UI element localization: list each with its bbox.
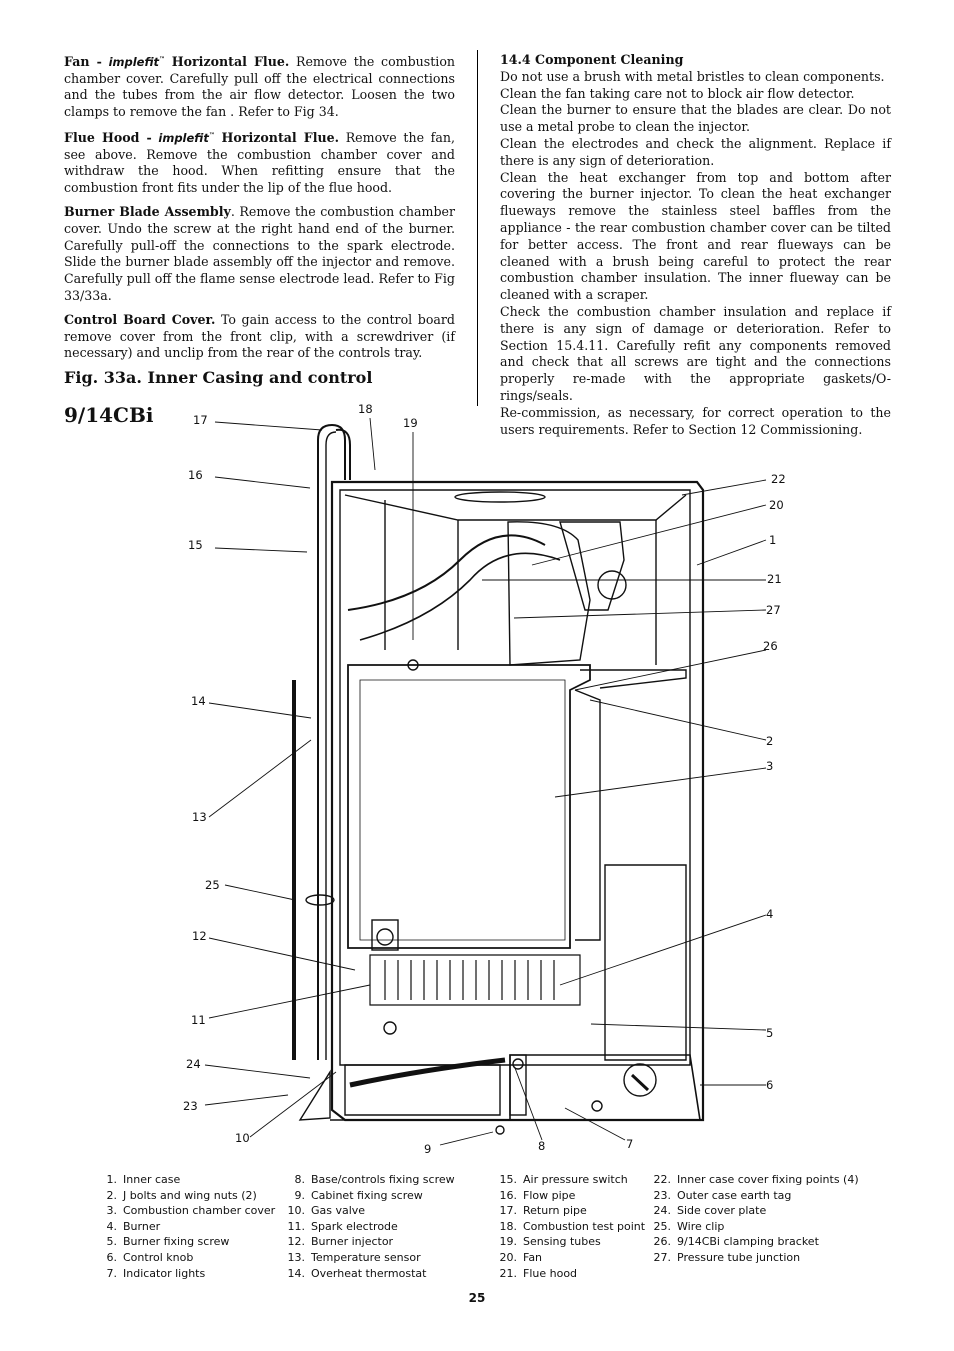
callout-23: 23 <box>183 1099 198 1113</box>
column-divider <box>477 50 478 406</box>
simplefit-logo: implefit™ <box>108 54 166 69</box>
legend-item: 4. Burner <box>106 1219 161 1233</box>
callout-3: 3 <box>766 759 774 773</box>
burner-paragraph <box>64 204 455 305</box>
callout-15: 15 <box>188 538 203 552</box>
fan-lead-2: Horizontal Flue. <box>171 53 290 69</box>
control-text: To gain access to the control board remove cover from the front clip, with a screwdriver (if necessary) and unclip from the rear of the controls tray. <box>64 311 455 361</box>
callout-24: 24 <box>186 1057 201 1071</box>
legend-item: 27. Pressure tube junction <box>653 1250 801 1264</box>
legend-item: 3. Combustion chamber cover <box>106 1204 276 1218</box>
legend-item: 11. Spark electrode <box>287 1219 398 1233</box>
callout-21: 21 <box>767 572 782 586</box>
callout-26: 26 <box>763 639 778 653</box>
legend-item: 16. Flow pipe <box>499 1188 576 1202</box>
legend-item: 26. 9/14CBi clamping bracket <box>653 1235 819 1249</box>
burner-text: . Remove the combustion chamber cover. Undo the screw at the right hand end of the burner. Carefully pull-off the connections to the spark electrode. Slide the burner blade assembly off the injector and remove. Carefully pull off the flame sense electrode lead. Refer to Fig 33/33a. <box>64 204 455 304</box>
legend-item: 9. Cabinet fixing screw <box>294 1188 423 1202</box>
legend-item: 5. Burner fixing screw <box>106 1235 230 1249</box>
legend-item: 20. Fan <box>499 1250 543 1264</box>
control-lead: Control Board Cover. <box>64 311 216 327</box>
legend-item: 18. Combustion test point <box>499 1219 646 1233</box>
legend-item: 10. Gas valve <box>287 1204 366 1218</box>
legend-item: 14. Overheat thermostat <box>287 1266 427 1280</box>
fan-text: Remove the combustion chamber cover. Carefully pull off the electrical connections and the tubes from the air flow detector. Loosen the two clamps to remove the fan . Refer to Fig 34. <box>64 53 456 120</box>
section-heading: 14.4 Component Cleaning <box>500 52 684 67</box>
cleaning-line: Clean the electrodes and check the alignment. Replace if there is any sign of deterioration. <box>500 135 891 168</box>
legend-item: 21. Flue hood <box>499 1266 578 1280</box>
callout-5: 5 <box>766 1026 774 1040</box>
legend-item: 13. Temperature sensor <box>287 1250 421 1264</box>
hood-text: Remove the fan, see above. Remove the combustion chamber cover and withdraw the hood. When refitting ensure that the combustion front fits under the lip of the flue hood. <box>64 129 455 196</box>
cleaning-line: Re-commission, as necessary, for correct operation to the users requirements. Refer to Section 12 Commissioning. <box>500 404 891 437</box>
callout-13: 13 <box>192 810 207 824</box>
callout-18: 18 <box>358 402 373 416</box>
hood-paragraph <box>64 128 455 197</box>
control-paragraph <box>64 312 455 362</box>
cleaning-line: Check the combustion chamber insulation and replace if there is any sign of damage or deterioration. Refer to Section 15.4.11. Carefully refit any components removed and check that all screws are tight and the connections properly re-made with the appropriate gaskets/O-rings/seals. <box>500 303 891 403</box>
legend-item: 22. Inner case cover fixing points (4) <box>653 1173 859 1186</box>
callout-22: 22 <box>771 472 786 486</box>
legend-item: 24. Side cover plate <box>653 1204 767 1218</box>
callout-4: 4 <box>766 907 774 921</box>
callout-19: 19 <box>403 416 418 430</box>
callout-17: 17 <box>193 413 208 427</box>
legend-item: 1. Inner case <box>106 1173 181 1186</box>
model-label: 9/14CBi <box>64 403 154 427</box>
legend-column-2 <box>283 1172 455 1281</box>
callout-7: 7 <box>626 1137 634 1151</box>
burner-lead: Burner Blade Assembly <box>64 204 231 220</box>
cleaning-line: Do not use a brush with metal bristles to clean components. <box>500 68 885 84</box>
cleaning-line: Clean the heat exchanger from top and bottom after covering the burner injector. To clean the heat exchanger flueways remove the stainless steel baffles from the appliance - the rear combustion chamber cover can be tilted for better access. The front and rear flueways can be cleaned with a brush being careful to protect the rear combustion chamber insulation. The inner flueway can be cleaned with a scraper. <box>500 169 891 303</box>
fan-lead: Fan - <box>64 53 102 69</box>
legend-item: 17. Return pipe <box>499 1204 587 1218</box>
legend-item: 2. J bolts and wing nuts (2) <box>106 1188 257 1202</box>
legend-column-3 <box>495 1172 645 1281</box>
callout-11: 11 <box>191 1013 206 1027</box>
hood-lead-2: Horizontal Flue. <box>221 129 340 145</box>
figure-title: Fig. 33a. Inner Casing and control <box>64 368 373 387</box>
legend-item: 8. Base/controls fixing screw <box>294 1173 455 1186</box>
callout-14: 14 <box>191 694 206 708</box>
cleaning-line: Clean the burner to ensure that the blades are clear. Do not use a metal probe to clean the injector. <box>500 102 891 135</box>
callout-2: 2 <box>766 734 774 748</box>
callout-8: 8 <box>538 1139 546 1153</box>
legend-item: 6. Control knob <box>106 1250 194 1264</box>
simplefit-logo: implefit™ <box>158 130 215 145</box>
callout-27: 27 <box>766 603 781 617</box>
right-text-column <box>500 52 891 438</box>
callout-20: 20 <box>769 498 784 512</box>
legend-item: 23. Outer case earth tag <box>653 1188 792 1202</box>
fan-paragraph <box>64 52 455 121</box>
legend-item: 25. Wire clip <box>653 1219 725 1233</box>
left-text-column <box>64 52 455 369</box>
legend-column-1 <box>95 1172 275 1281</box>
callout-10: 10 <box>235 1131 250 1145</box>
cleaning-line: Clean the fan taking care not to block air flow detector. <box>500 85 855 101</box>
hood-lead: Flue Hood - <box>64 129 152 145</box>
callout-9: 9 <box>424 1142 432 1156</box>
callout-6: 6 <box>766 1078 774 1092</box>
legend-item: 12. Burner injector <box>287 1235 394 1249</box>
callout-16: 16 <box>188 468 203 482</box>
callout-25: 25 <box>205 878 220 892</box>
inner-casing-diagram <box>0 395 954 1165</box>
legend-item: 7. Indicator lights <box>106 1266 206 1280</box>
legend-item: 19. Sensing tubes <box>499 1235 601 1249</box>
callout-12: 12 <box>192 929 207 943</box>
callout-1: 1 <box>769 533 777 547</box>
legend-column-4 <box>649 1172 859 1266</box>
legend-item: 15. Air pressure switch <box>499 1173 628 1186</box>
page-number: 25 <box>468 1291 486 1305</box>
